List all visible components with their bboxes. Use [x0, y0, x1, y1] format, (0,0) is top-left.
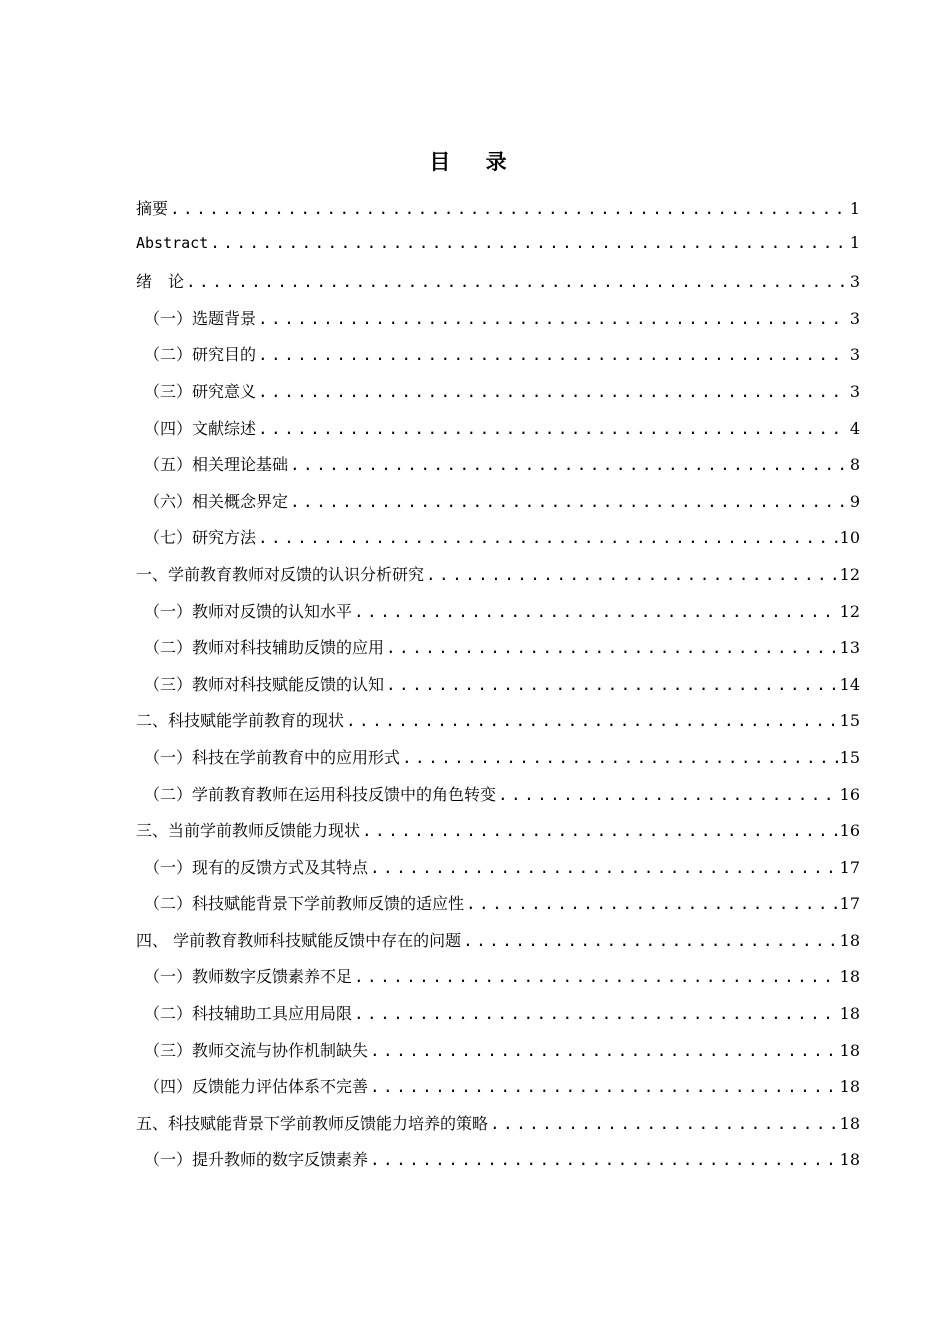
toc-entry[interactable]: [136, 599, 860, 636]
toc-entry-label: 四、 学前教育教师科技赋能反馈中存在的问题: [136, 930, 462, 950]
toc-entry-page-number: 12: [839, 601, 860, 621]
toc-entry-page-number: 16: [839, 821, 860, 841]
toc-entry-page-number: 3: [849, 381, 860, 401]
toc-entry-label: 摘要: [136, 199, 169, 218]
toc-entry[interactable]: [136, 964, 860, 1001]
toc-entry-label: （三）教师对科技赋能反馈的认知: [144, 674, 385, 694]
toc-entry-page-number: 13: [839, 638, 860, 658]
dot-leader: [290, 492, 848, 511]
toc-entry[interactable]: [136, 525, 860, 562]
toc-entry-page-number: 1: [849, 199, 860, 218]
toc-entry-page-number: 15: [839, 747, 860, 767]
toc-entry-page-number: 18: [839, 1113, 860, 1133]
toc-entry-label: （一）选题背景: [144, 308, 257, 328]
toc-entry-page-number: 1: [849, 232, 860, 252]
toc-entry-label: （二）科技辅助工具应用局限: [144, 1004, 353, 1024]
dot-leader: [386, 638, 838, 657]
toc-entry-label: （一）教师对反馈的认知水平: [144, 601, 353, 621]
dot-leader: [490, 1114, 838, 1133]
toc-entry[interactable]: [136, 196, 860, 233]
toc-entry-label: （六）相关概念界定: [144, 491, 289, 511]
toc-entry[interactable]: [136, 745, 860, 782]
dot-leader: [210, 233, 848, 252]
toc-entry-label: Abstract: [136, 233, 209, 252]
toc-entry-page-number: 8: [849, 455, 860, 475]
dot-leader: [258, 382, 848, 401]
toc-entry-label: （三）研究意义: [144, 381, 257, 401]
dot-leader: [370, 1041, 838, 1060]
toc-entry-page-number: 16: [839, 784, 860, 804]
toc-entry-label: （一）提升教师的数字反馈素养: [144, 1150, 369, 1170]
toc-entry[interactable]: [136, 1001, 860, 1038]
toc-entry-page-number: 15: [839, 711, 860, 731]
toc-entry-label: （一）现有的反馈方式及其特点: [144, 857, 369, 877]
toc-entry[interactable]: [136, 416, 860, 453]
dot-leader: [386, 675, 838, 694]
toc-entry-label: （二）研究目的: [144, 345, 257, 365]
dot-leader: [426, 565, 838, 584]
toc-entry-label: （二）教师对科技辅助反馈的应用: [144, 638, 385, 658]
toc-entry-label: （四）反馈能力评估体系不完善: [144, 1077, 369, 1097]
dot-leader: [258, 309, 848, 328]
dot-leader: [402, 748, 838, 767]
dot-leader: [466, 894, 838, 913]
toc-entry[interactable]: [136, 1147, 860, 1184]
dot-leader: [258, 419, 848, 438]
dot-leader: [370, 1077, 838, 1096]
toc-entry-page-number: 3: [849, 272, 860, 292]
dot-leader: [498, 785, 838, 804]
toc-entry[interactable]: [136, 708, 860, 745]
toc-entry[interactable]: [136, 452, 860, 489]
toc-entry-page-number: 18: [839, 1150, 860, 1170]
toc-entry[interactable]: [136, 489, 860, 526]
dot-leader: [354, 967, 838, 986]
toc-entry-page-number: 17: [839, 894, 860, 914]
toc-entry[interactable]: [136, 672, 860, 709]
toc-entry-label: （三）教师交流与协作机制缺失: [144, 1040, 369, 1060]
toc-entry[interactable]: [136, 1074, 860, 1111]
toc-entry[interactable]: [136, 635, 860, 672]
toc-entry[interactable]: [136, 379, 860, 416]
toc-entry-label: （二）科技赋能背景下学前教师反馈的适应性: [144, 894, 465, 914]
toc-entry-page-number: 18: [839, 930, 860, 950]
toc-entry-page-number: 9: [849, 491, 860, 511]
toc-entry-page-number: 3: [849, 308, 860, 328]
toc-entry-page-number: 18: [839, 967, 860, 987]
toc-entry[interactable]: [136, 928, 860, 965]
toc-entry-page-number: 12: [839, 564, 860, 584]
toc-title: 目 录: [429, 150, 521, 174]
toc-entry-label: （一）科技在学前教育中的应用形式: [144, 747, 401, 767]
dot-leader: [346, 711, 838, 730]
toc-entry[interactable]: [136, 269, 860, 306]
toc-entry[interactable]: [136, 1111, 860, 1148]
toc-entry[interactable]: [136, 562, 860, 599]
toc-entry-label: （七）研究方法: [144, 528, 257, 548]
toc-entry-page-number: 3: [849, 345, 860, 365]
dot-leader: [186, 272, 848, 291]
toc-entry-label: （一）教师数字反馈素养不足: [144, 967, 353, 987]
toc-entry-page-number: 18: [839, 1077, 860, 1097]
table-of-contents: [136, 196, 860, 1184]
toc-entry-page-number: 18: [839, 1040, 860, 1060]
toc-entry-label: 三、当前学前教师反馈能力现状: [136, 821, 361, 841]
toc-entry-label: 五、科技赋能背景下学前教师反馈能力培养的策略: [136, 1113, 489, 1133]
dot-leader: [354, 1004, 838, 1023]
toc-entry-page-number: 14: [839, 674, 860, 694]
toc-entry[interactable]: [136, 342, 860, 379]
toc-entry-label: （四）文献综述: [144, 418, 257, 438]
dot-leader: [362, 821, 838, 840]
toc-entry[interactable]: [136, 233, 860, 270]
toc-entry[interactable]: [136, 855, 860, 892]
dot-leader: [370, 858, 838, 877]
toc-entry-label: （五）相关理论基础: [144, 455, 289, 475]
toc-entry-label: （二）学前教育教师在运用科技反馈中的角色转变: [144, 784, 497, 804]
toc-entry-label: 二、科技赋能学前教育的现状: [136, 711, 345, 731]
dot-leader: [354, 602, 838, 621]
dot-leader: [170, 199, 848, 218]
toc-entry[interactable]: [136, 891, 860, 928]
dot-leader: [370, 1150, 838, 1169]
toc-entry-page-number: 18: [839, 1004, 860, 1024]
toc-entry[interactable]: [136, 1038, 860, 1075]
toc-entry-page-number: 17: [839, 857, 860, 877]
toc-entry[interactable]: [136, 818, 860, 855]
dot-leader: [258, 345, 848, 364]
toc-entry-label: 一、学前教育教师对反馈的认识分析研究: [136, 564, 425, 584]
toc-entry[interactable]: [136, 782, 860, 819]
toc-entry-page-number: 10: [839, 528, 860, 548]
dot-leader: [290, 455, 848, 474]
dot-leader: [463, 931, 838, 950]
toc-entry-page-number: 4: [849, 418, 860, 438]
toc-entry-label: 绪 论: [136, 272, 185, 292]
toc-entry[interactable]: [136, 306, 860, 343]
dot-leader: [258, 528, 838, 547]
